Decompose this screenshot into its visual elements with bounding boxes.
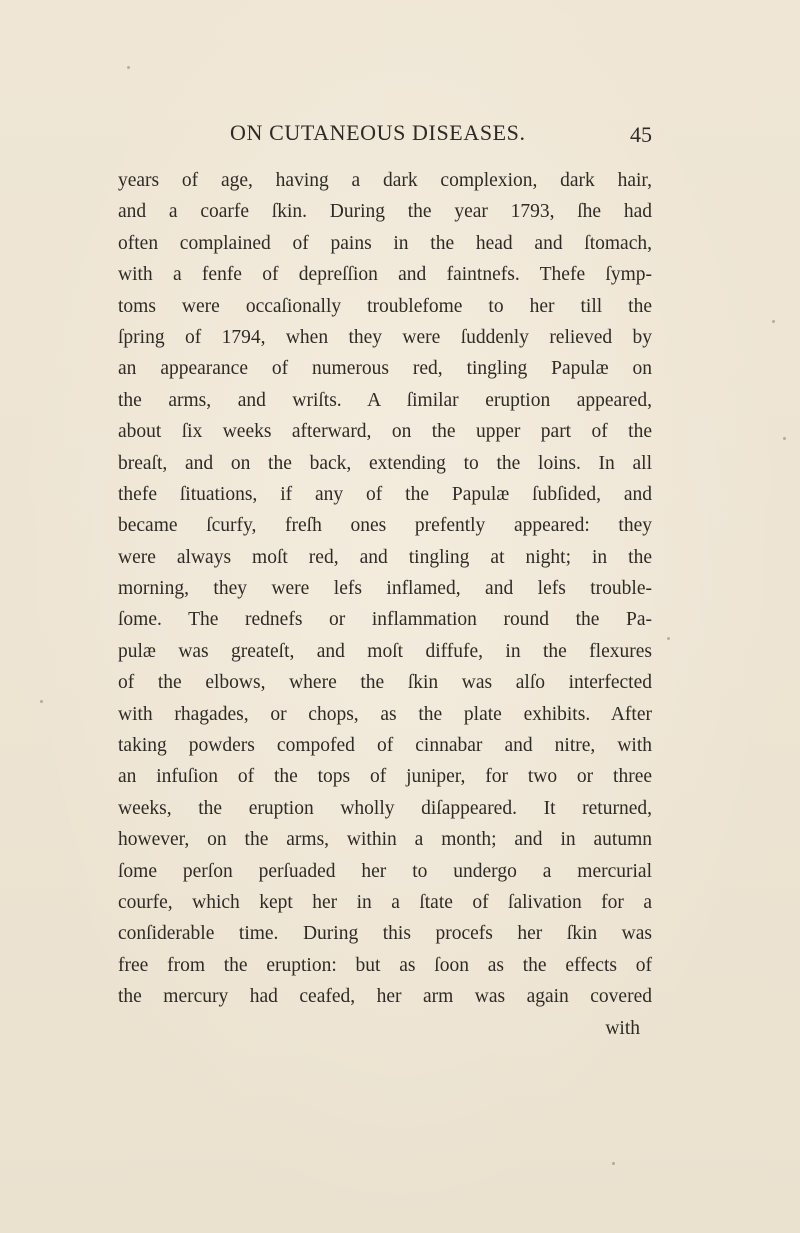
- text-line: years of age, having a dark complexion, dark hair,: [118, 170, 652, 191]
- text-line: ſpring of 1794, when they were ſuddenly relieved by: [118, 326, 652, 348]
- text-line: free from the eruption: but as ſoon as the effects of: [118, 954, 652, 976]
- paper-speck: [612, 1162, 615, 1165]
- text-line: an infuſion of the tops of juniper, for two or three: [118, 766, 652, 788]
- paper-speck: [667, 637, 670, 640]
- text-line: toms were occaſionally troublefome to her till the: [118, 295, 652, 317]
- text-line: breaſt, and on the back, extending to the loins. In all: [118, 452, 652, 474]
- paper-speck: [127, 66, 130, 69]
- text-line: with a fenfe of depreſſion and faintnefs. Thefe ſymp-: [118, 264, 652, 286]
- text-line: ſome. The rednefs or inflammation round the Pa-: [118, 609, 652, 631]
- text-line: were always moſt red, and tingling at night; in the: [118, 546, 652, 568]
- text-line: the arms, and wriſts. A ſimilar eruption appeared,: [118, 389, 652, 411]
- paper-speck: [40, 700, 43, 703]
- text-line: became ſcurfy, freſh ones prefently appeared: they: [118, 515, 652, 537]
- text-line: morning, they were lefs inflamed, and lefs trouble-: [118, 578, 652, 600]
- text-line: however, on the arms, within a month; and in autumn: [118, 829, 652, 851]
- text-line: the mercury had ceafed, her arm was again covered: [118, 986, 652, 1008]
- page-number: 45: [630, 122, 652, 147]
- text-line: about ſix weeks afterward, on the upper part of the: [118, 421, 652, 443]
- text-line: weeks, the eruption wholly diſappeared. It returned,: [118, 797, 652, 819]
- text-line: an appearance of numerous red, tingling Papulæ on: [118, 358, 652, 380]
- text-line: of the elbows, where the ſkin was alſo interfeсted: [118, 672, 652, 694]
- text-line: with rhagades, or chops, as the plate exhibits. After: [118, 703, 652, 725]
- page-header: [118, 118, 652, 152]
- text-line: and a coarfe ſkin. During the year 1793, ſhe had: [118, 201, 652, 223]
- text-line: courfe, which kept her in a ſtate of ſalivation for a: [118, 891, 652, 913]
- paper-speck: [783, 437, 786, 440]
- catchword: with: [605, 1017, 640, 1039]
- text-line: conſiderable time. During this procefs her ſkin was: [118, 923, 652, 945]
- body-text: [118, 165, 652, 1044]
- text-line: pulæ was greateſt, and moſt diffufe, in the flexures: [118, 640, 652, 662]
- paper-speck: [772, 320, 775, 323]
- text-line: taking powders compofed of cinnabar and nitre, with: [118, 735, 652, 757]
- running-head: ON CUTANEOUS DISEASES.: [230, 120, 526, 145]
- text-line: ſome perſon perſuaded her to undergo a mercurial: [118, 860, 652, 882]
- text-line: thefe ſituations, if any of the Papulæ ſubſided, and: [118, 483, 652, 505]
- text-line: often complained of pains in the head and ſtomach,: [118, 232, 652, 254]
